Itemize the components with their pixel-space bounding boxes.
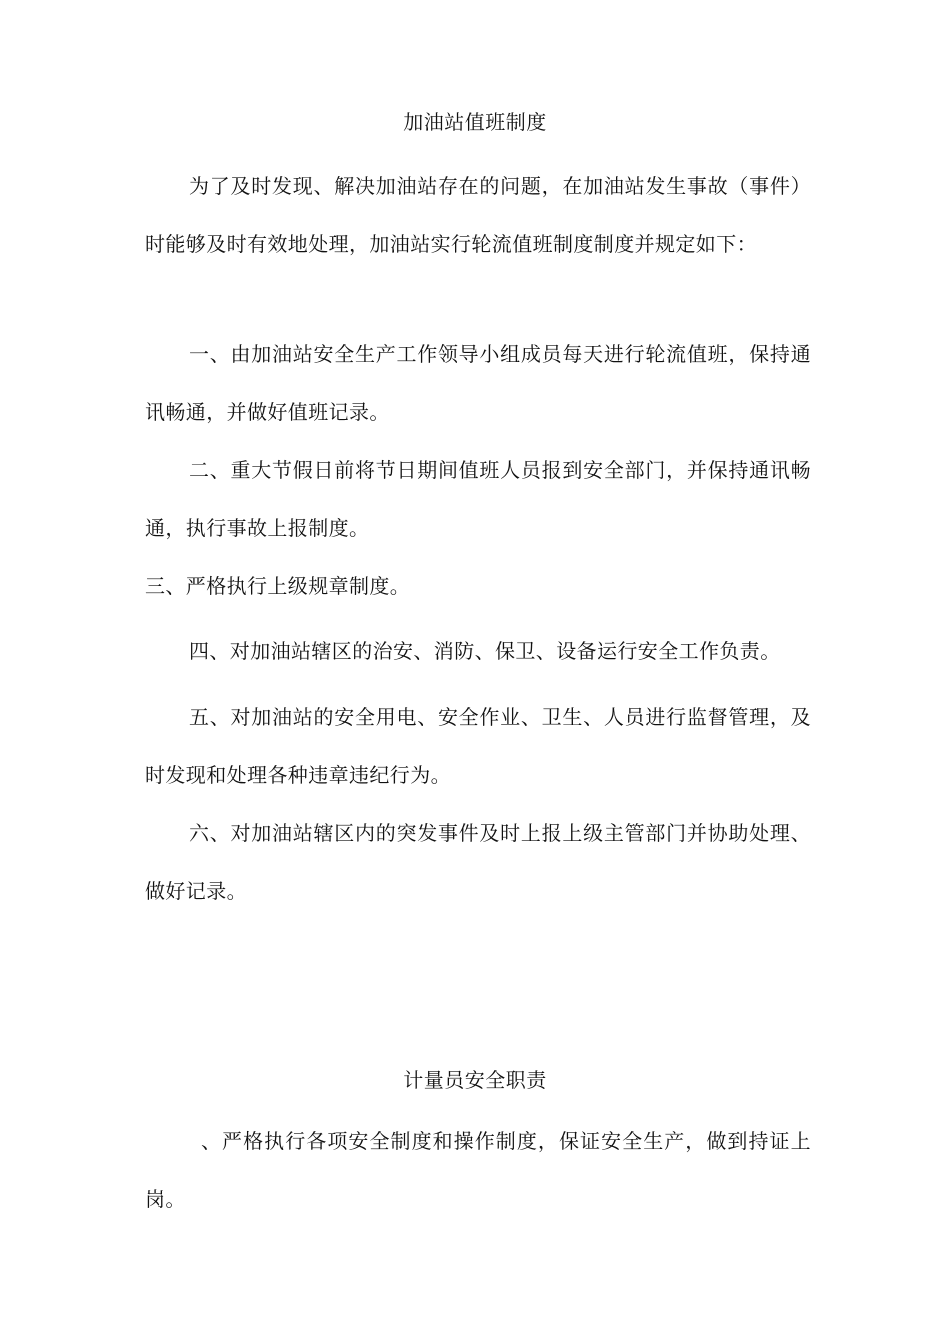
section1-intro: 为了及时发现、解决加油站存在的问题，在加油站发生事故（事件）时能够及时有效地处理，加油站实行轮流值班制度制度并规定如下： <box>145 174 811 256</box>
section1-item-1: 一、由加油站安全生产工作领导小组成员每天进行轮流值班，保持通讯畅通，并做好值班记录。 <box>145 342 811 424</box>
section1-item-5: 五、对加油站的安全用电、安全作业、卫生、人员进行监督管理，及时发现和处理各种违章违纪行为。 <box>145 705 811 787</box>
section2-item-1: 、严格执行各项安全制度和操作制度，保证安全生产，做到持证上岗。 <box>145 1129 811 1211</box>
section1-title: 加油站值班制度 <box>403 110 547 134</box>
section2-title: 计量员安全职责 <box>403 1068 547 1092</box>
section1-item-2: 二、重大节假日前将节日期间值班人员报到安全部门，并保持通讯畅通，执行事故上报制度。 <box>145 458 811 540</box>
section1-item-3: 三、严格执行上级规章制度。 <box>145 574 411 598</box>
section1-item-6: 六、对加油站辖区内的突发事件及时上报上级主管部门并协助处理、做好记录。 <box>145 821 811 903</box>
section1-item-4: 四、对加油站辖区的治安、消防、保卫、设备运行安全工作负责。 <box>189 639 781 663</box>
